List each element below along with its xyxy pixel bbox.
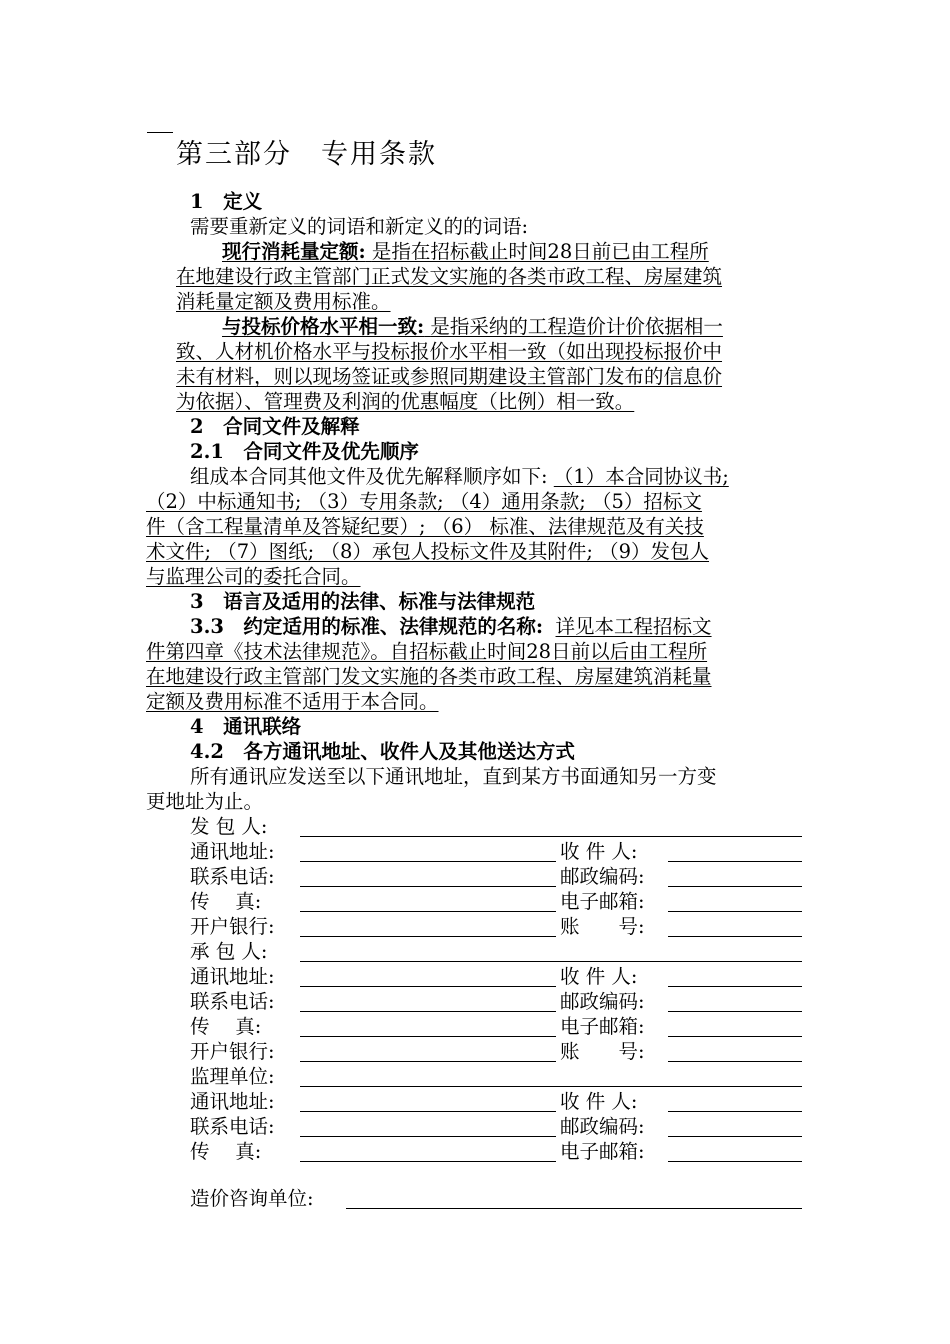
def2-line1 — [222, 314, 723, 339]
sec2-line5: 与监理公司的委托合同。 — [146, 565, 361, 588]
employer-phone-label: 联系电话: — [190, 865, 275, 888]
supervisor-fax-label: 传 真: — [190, 1140, 262, 1163]
employer-account-label: 账 号: — [560, 915, 645, 938]
sec4-line1: 所有通讯应发送至以下通讯地址，直到某方书面通知另一方变 — [190, 765, 717, 788]
contractor-email-label: 电子邮箱: — [560, 1015, 645, 1038]
sec4-heading: 4 通讯联络 — [190, 715, 302, 738]
employer-bank-label: 开户银行: — [190, 915, 275, 938]
contractor-address-field[interactable] — [300, 986, 556, 987]
employer-account-field[interactable] — [668, 936, 802, 937]
sec2-line2: （2）中标通知书; （3）专用条款; （4）通用条款; （5）招标文 — [146, 490, 702, 513]
supervisor-address-field[interactable] — [300, 1111, 556, 1112]
supervisor-phone-field[interactable] — [300, 1136, 556, 1137]
contractor-phone-label: 联系电话: — [190, 990, 275, 1013]
contractor-email-field[interactable] — [668, 1036, 802, 1037]
employer-postcode-label: 邮政编码: — [560, 865, 645, 888]
contractor-label: 承 包 人: — [190, 940, 268, 963]
contractor-bank-label: 开户银行: — [190, 1040, 275, 1063]
contractor-recipient-field[interactable] — [668, 986, 802, 987]
sec2-line1 — [190, 464, 729, 489]
def2-line4: 为依据）、管理费及利润的优惠幅度（比例）相一致。 — [176, 390, 635, 413]
supervisor-label: 监理单位: — [190, 1065, 275, 1088]
contractor-postcode-label: 邮政编码: — [560, 990, 645, 1013]
def1-term: 现行消耗量定额: — [222, 240, 366, 263]
employer-address-label: 通讯地址: — [190, 840, 275, 863]
sec1-heading: 1 定义 — [190, 190, 263, 213]
contractor-recipient-label: 收 件 人: — [560, 965, 638, 988]
sec3-line4: 定额及费用标准不适用于本合同。 — [146, 690, 439, 713]
sec3-line2: 件第四章《技术法律规范》。自招标截止时间28日前以后由工程所 — [146, 640, 708, 663]
title-dash — [147, 132, 173, 133]
sec2-heading: 2 合同文件及解释 — [190, 415, 360, 438]
supervisor-email-field[interactable] — [668, 1161, 802, 1162]
sec2-line3: 件（含工程量清单及答疑纪要）; （6） 标准、法律规范及有关技 — [146, 515, 704, 538]
sec4-sub: 4.2 各方通讯地址、收件人及其他送达方式 — [190, 740, 575, 763]
cost-consultant-field[interactable] — [346, 1208, 802, 1209]
employer-email-label: 电子邮箱: — [560, 890, 645, 913]
employer-email-field[interactable] — [668, 911, 802, 912]
contractor-address-label: 通讯地址: — [190, 965, 275, 988]
employer-field[interactable] — [300, 836, 802, 837]
supervisor-recipient-label: 收 件 人: — [560, 1090, 638, 1113]
sec3-heading: 3 语言及适用的法律、标准与法律规范 — [190, 590, 536, 613]
def1-line3: 消耗量定额及费用标准。 — [176, 290, 391, 313]
employer-recipient-field[interactable] — [668, 861, 802, 862]
sec2-line4: 术文件; （7）图纸; （8）承包人投标文件及其附件; （9）发包人 — [146, 540, 710, 563]
def1-line1 — [222, 239, 709, 264]
sec2-sub: 2.1 合同文件及优先顺序 — [190, 440, 419, 463]
contractor-bank-field[interactable] — [300, 1061, 556, 1062]
supervisor-recipient-field[interactable] — [668, 1111, 802, 1112]
supervisor-email-label: 电子邮箱: — [560, 1140, 645, 1163]
supervisor-postcode-field[interactable] — [668, 1136, 802, 1137]
def1-text1: 是指在招标截止时间28日前已由工程所 — [371, 240, 709, 263]
contractor-account-field[interactable] — [668, 1061, 802, 1062]
def1-line2: 在地建设行政主管部门正式发文实施的各类市政工程、房屋建筑 — [176, 265, 723, 288]
def2-line2: 致、人材机价格水平与投标报价水平相一致（如出现投标报价中 — [176, 340, 723, 363]
employer-bank-field[interactable] — [300, 936, 556, 937]
sec2-line1-ul: （1）本合同协议书; — [553, 465, 729, 488]
supervisor-postcode-label: 邮政编码: — [560, 1115, 645, 1138]
sec3-line1-ul: 详见本工程招标文 — [555, 615, 712, 638]
def2-term: 与投标价格水平相一致: — [222, 315, 425, 338]
def2-text1: 是指采纳的工程造价计价依据相一 — [430, 315, 723, 338]
sec3-sub: 3.3 约定适用的标准、法律规范的名称: — [190, 615, 544, 638]
sec3-line3: 在地建设行政主管部门发文实施的各类市政工程、房屋建筑消耗量 — [146, 665, 712, 688]
supervisor-address-label: 通讯地址: — [190, 1090, 275, 1113]
contractor-field[interactable] — [300, 961, 802, 962]
contractor-account-label: 账 号: — [560, 1040, 645, 1063]
sec1-intro: 需要重新定义的词语和新定义的的词语: — [190, 215, 529, 238]
supervisor-field[interactable] — [300, 1086, 802, 1087]
contractor-postcode-field[interactable] — [668, 1011, 802, 1012]
supervisor-fax-field[interactable] — [300, 1161, 556, 1162]
page-title: 第三部分 专用条款 — [176, 139, 437, 170]
employer-recipient-label: 收 件 人: — [560, 840, 638, 863]
employer-label: 发 包 人: — [190, 815, 268, 838]
cost-consultant-label: 造价咨询单位: — [190, 1187, 314, 1210]
contractor-fax-field[interactable] — [300, 1036, 556, 1037]
employer-address-field[interactable] — [300, 861, 556, 862]
employer-fax-label: 传 真: — [190, 890, 262, 913]
supervisor-phone-label: 联系电话: — [190, 1115, 275, 1138]
contractor-fax-label: 传 真: — [190, 1015, 262, 1038]
def2-line3: 未有材料，则以现场签证或参照同期建设主管部门发布的信息价 — [176, 365, 723, 388]
contractor-phone-field[interactable] — [300, 1011, 556, 1012]
employer-fax-field[interactable] — [300, 911, 556, 912]
sec4-line2: 更地址为止。 — [146, 790, 264, 813]
sec3-line1 — [190, 614, 712, 639]
sec2-line1-pre: 组成本合同其他文件及优先解释顺序如下: — [190, 465, 548, 488]
employer-phone-field[interactable] — [300, 886, 556, 887]
employer-postcode-field[interactable] — [668, 886, 802, 887]
